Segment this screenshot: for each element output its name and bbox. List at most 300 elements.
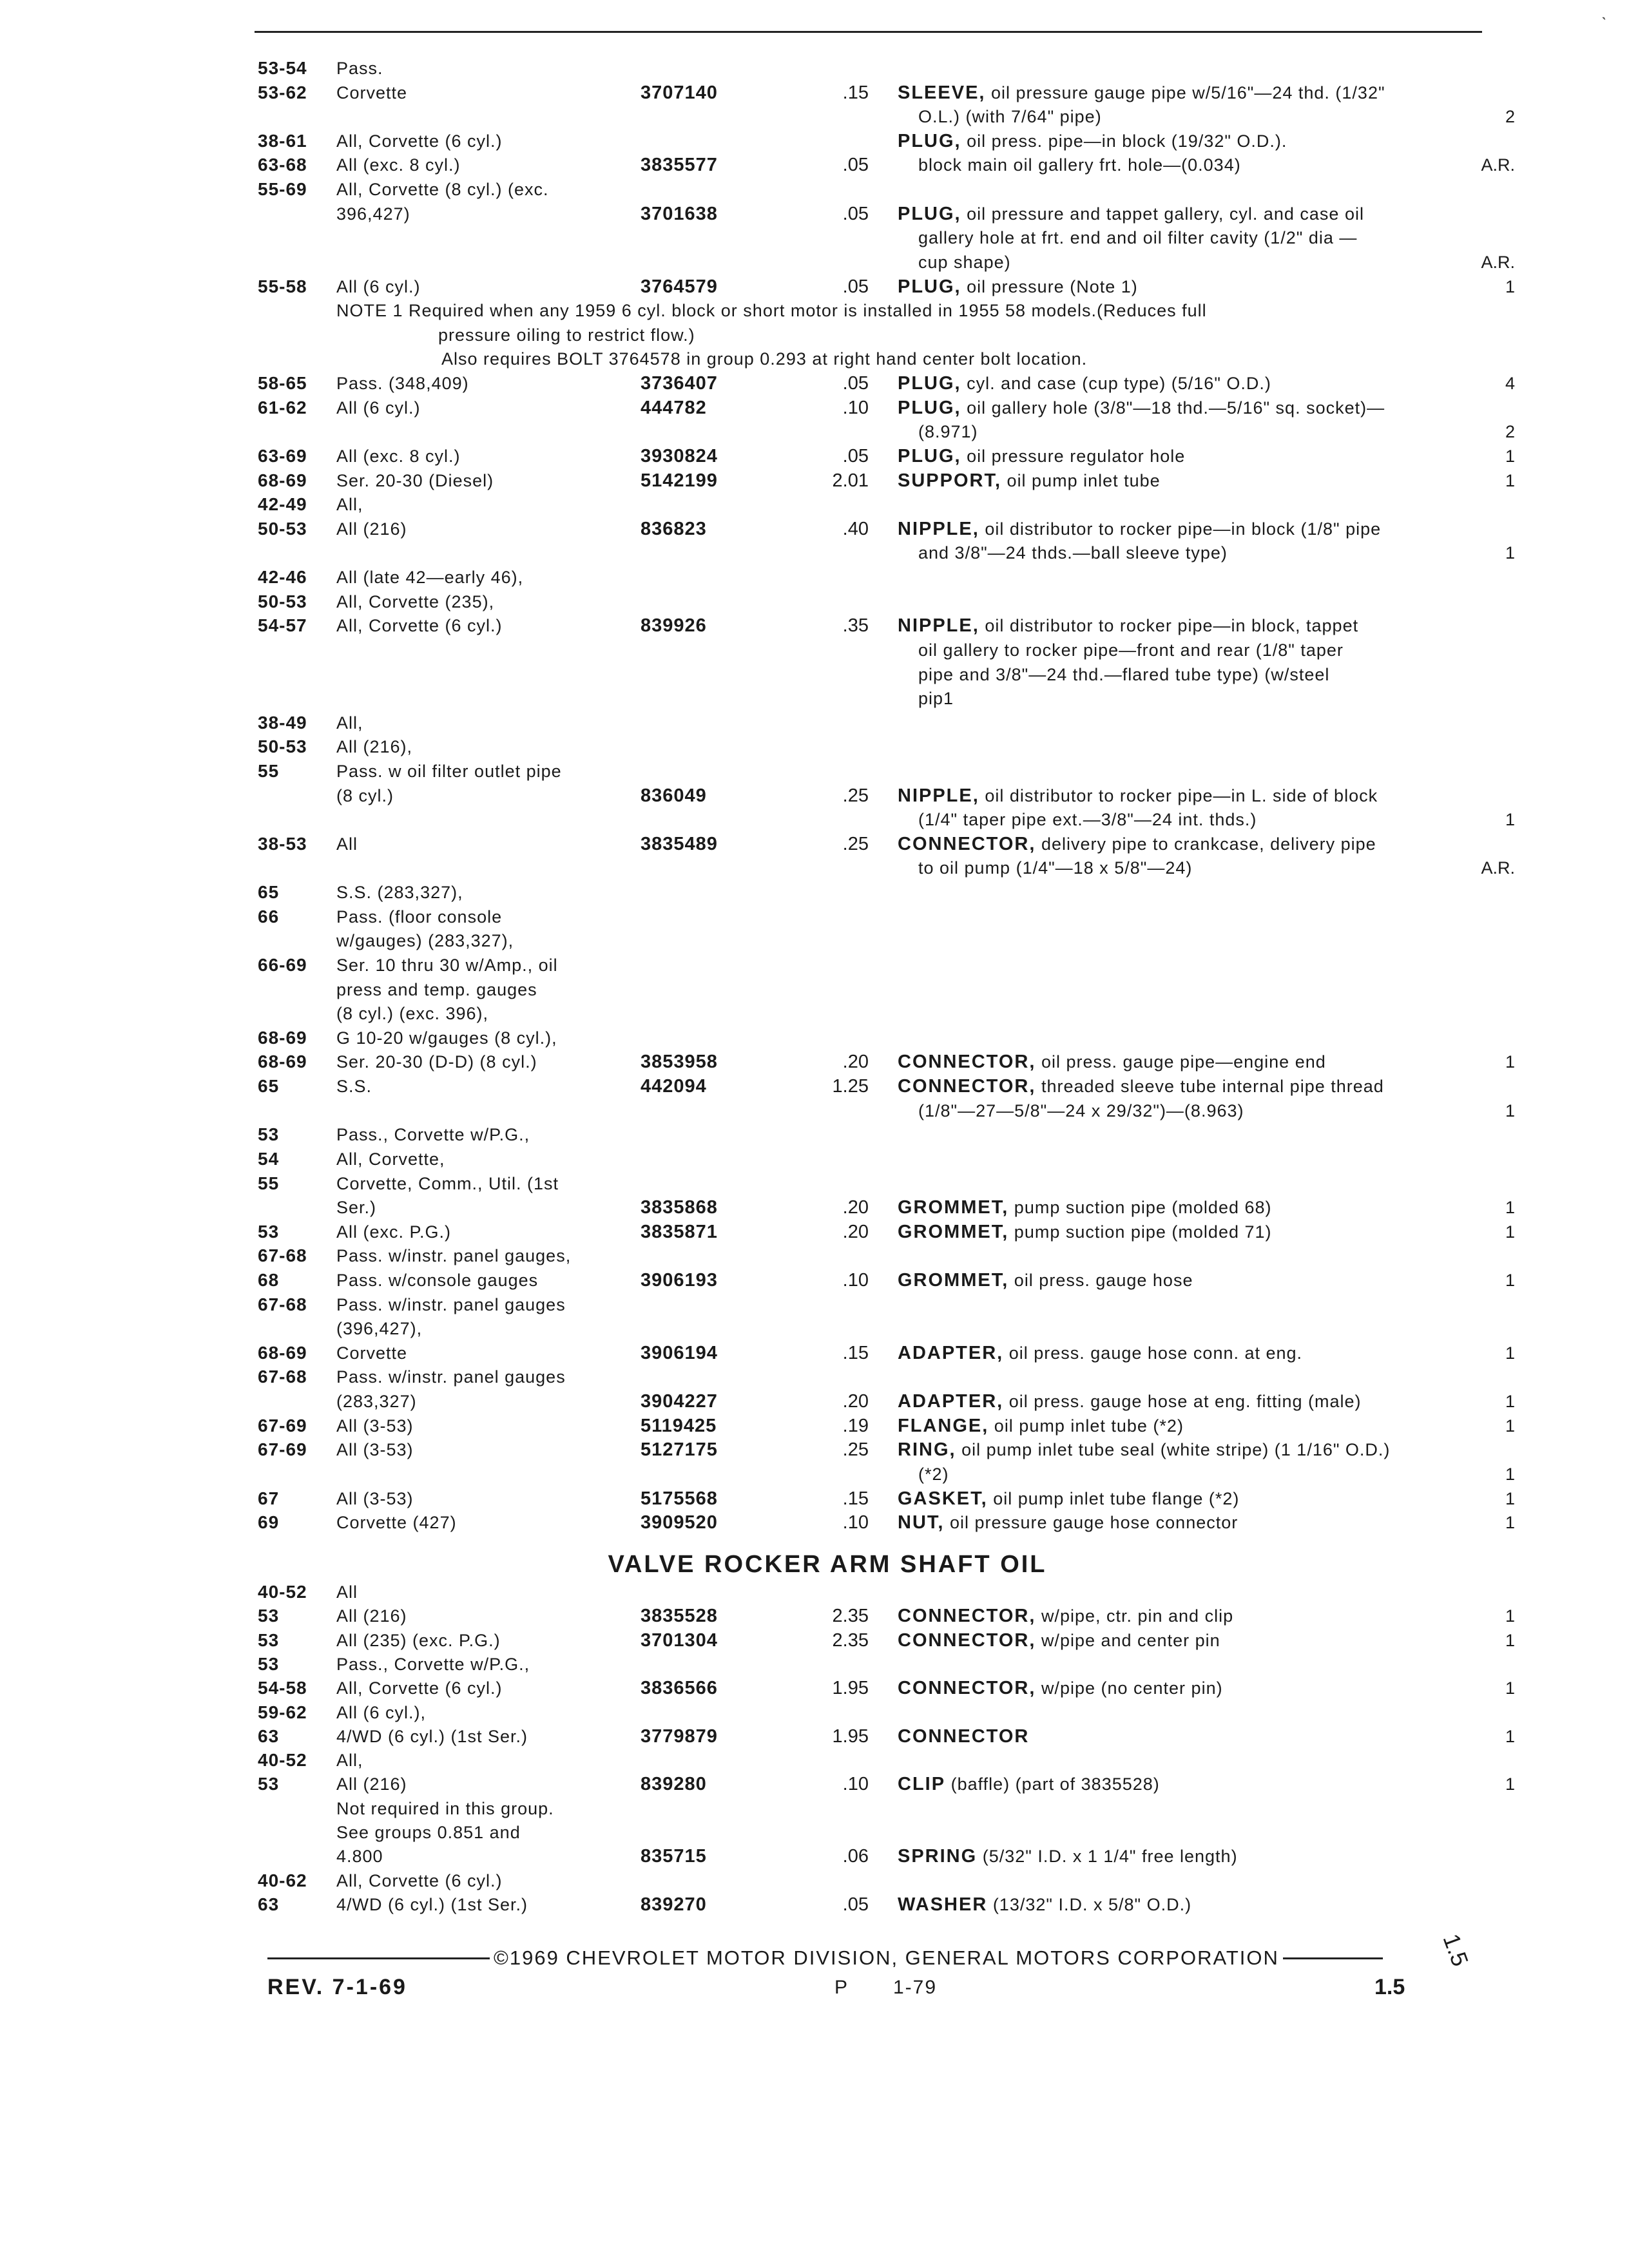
models: 4/WD (6 cyl.) (1st Ser.) (336, 1894, 528, 1914)
parts-row (0, 1099, 1629, 1122)
part-number: 3906193 (641, 1270, 718, 1291)
models: press and temp. gauges (336, 979, 537, 999)
parts-row (0, 1341, 1629, 1365)
parts-row (0, 1414, 1629, 1437)
models: Corvette (336, 1343, 408, 1363)
parts-row (0, 226, 1629, 249)
parts-row (0, 1604, 1629, 1628)
parts-row (0, 517, 1629, 541)
models: All (216), (336, 737, 413, 757)
parts-row (0, 1869, 1629, 1892)
description-text: oil press. gauge hose conn. at eng. (1008, 1343, 1303, 1363)
models: 4/WD (6 cyl.) (1st Ser.) (336, 1726, 528, 1746)
part-name: SUPPORT, (898, 470, 1002, 491)
parts-row (0, 1220, 1629, 1244)
model-years: 59-62 (258, 1702, 307, 1722)
models: All, (336, 713, 363, 733)
parts-row (0, 1172, 1629, 1195)
model-years: 67-68 (258, 1367, 307, 1387)
price: .05 (842, 373, 869, 394)
part-name: ADAPTER, (898, 1391, 1004, 1412)
model-years: 53-62 (258, 82, 307, 102)
part-description (898, 1269, 1193, 1292)
parts-row (0, 784, 1629, 807)
models: Pass. (348,409) (336, 374, 469, 394)
description-text: oil press. gauge hose (1014, 1271, 1193, 1290)
models: All (216) (336, 1774, 407, 1794)
description-text: oil gallery hole (3/8"—18 thd.—5/16" sq. socket)— (967, 398, 1385, 418)
price: 2.35 (832, 1629, 869, 1651)
description-text: O.L.) (with 7/64" pipe) (918, 107, 1102, 127)
price: .10 (842, 1512, 869, 1533)
part-name: CONNECTOR, (898, 833, 1036, 854)
quantity: 2 (1505, 107, 1515, 127)
models: Pass. (floor console (336, 907, 503, 927)
model-years: 38-53 (258, 833, 307, 854)
part-number: 3835871 (641, 1221, 718, 1242)
description-text: oil pressure (Note 1) (967, 276, 1138, 296)
description-text: w/pipe (no center pin) (1041, 1678, 1223, 1698)
model-years: 63 (258, 1725, 280, 1746)
description-text: and 3/8"—24 thds.—ball sleeve type) (918, 543, 1228, 563)
model-years: 67-68 (258, 1245, 307, 1266)
parts-row (0, 590, 1629, 613)
models: All (exc. 8 cyl.) (336, 446, 461, 466)
parts-row (0, 663, 1629, 686)
models: G 10-20 w/gauges (8 cyl.), (336, 1028, 557, 1048)
parts-row (0, 541, 1629, 564)
part-number: 3909520 (641, 1512, 718, 1533)
parts-row (0, 566, 1629, 589)
model-years: 38-49 (258, 712, 307, 733)
parts-row (0, 1487, 1629, 1510)
part-description (918, 251, 1011, 274)
part-description (898, 784, 1378, 807)
part-description (898, 1220, 1272, 1244)
quantity: A.R. (1481, 155, 1515, 175)
parts-row (0, 420, 1629, 443)
part-number: 5127175 (641, 1439, 718, 1461)
part-description (918, 226, 1357, 249)
part-number: 3835868 (641, 1197, 718, 1218)
part-description (898, 1196, 1272, 1219)
part-name: CONNECTOR, (898, 1606, 1036, 1627)
models: Pass., Corvette w/P.G., (336, 1125, 530, 1145)
parts-row (0, 881, 1629, 904)
parts-row (0, 978, 1629, 1001)
price: .35 (842, 615, 869, 637)
price: .15 (842, 82, 869, 103)
part-name: RING, (898, 1439, 956, 1461)
quantity: 1 (1505, 1198, 1515, 1218)
description-text: pump suction pipe (molded 71) (1014, 1222, 1272, 1242)
models: All (216) (336, 1606, 407, 1626)
parts-row (0, 1123, 1629, 1146)
parts-row (0, 1725, 1629, 1748)
price: .20 (842, 1391, 869, 1412)
description-text: (13/32" I.D. x 5/8" O.D.) (992, 1894, 1192, 1914)
model-years: 65 (258, 882, 280, 903)
model-years: 55 (258, 1173, 280, 1193)
description-text: pipe and 3/8"—24 thd.—flared tube type) (w/steel (918, 664, 1330, 684)
price: .05 (842, 276, 869, 297)
quantity: 1 (1505, 1726, 1515, 1746)
model-years: 40-62 (258, 1870, 307, 1890)
model-years: 53-54 (258, 58, 307, 78)
description-text: oil pump inlet tube (*2) (994, 1416, 1184, 1436)
quantity: 1 (1505, 810, 1515, 830)
quantity: 1 (1505, 1606, 1515, 1626)
models: Corvette, Comm., Util. (1st (336, 1173, 559, 1193)
models: Pass. w oil filter outlet pipe (336, 761, 562, 781)
parts-row (0, 251, 1629, 274)
part-description (918, 420, 978, 443)
parts-row (0, 760, 1629, 783)
description-text: oil pressure and tappet gallery, cyl. and case oil (967, 204, 1364, 224)
model-years: 63-69 (258, 445, 307, 466)
models: S.S. (283,327), (336, 883, 463, 903)
part-description (898, 1487, 1239, 1510)
description-text: oil pressure gauge pipe w/5/16"—24 thd. (1/32" (991, 82, 1385, 102)
parts-row (0, 1773, 1629, 1796)
description-text: (5/32" I.D. x 1 1/4" free length) (982, 1847, 1238, 1867)
top-rule (255, 31, 1482, 33)
models: All (3-53) (336, 1488, 414, 1508)
part-number: 442094 (641, 1076, 707, 1097)
part-name: PLUG, (898, 373, 961, 394)
quantity: 1 (1505, 446, 1515, 466)
part-description (918, 105, 1102, 128)
description-text: oil press. pipe—in block (19/32" O.D.). (967, 131, 1287, 151)
handwritten-stamp: 1.5 (1438, 1930, 1474, 1970)
model-years: 42-46 (258, 567, 307, 588)
part-description (898, 832, 1376, 856)
part-number: 835715 (641, 1846, 707, 1867)
models: All (late 42—early 46), (336, 568, 524, 588)
parts-row (0, 1463, 1629, 1486)
price: .10 (842, 1270, 869, 1291)
models: Corvette (336, 82, 408, 102)
model-years: 54-57 (258, 615, 307, 636)
part-number: 839926 (641, 615, 707, 637)
model-years: 63-68 (258, 155, 307, 175)
part-name: CONNECTOR, (898, 1076, 1036, 1097)
description-text: oil pump inlet tube seal (white stripe) (1 1/16" O.D.) (961, 1440, 1391, 1460)
part-number: 3764579 (641, 276, 718, 297)
part-description (918, 639, 1344, 662)
models: All, (336, 1751, 363, 1771)
models: All, Corvette (6 cyl.) (336, 1678, 503, 1698)
quantity: 1 (1505, 1774, 1515, 1794)
group-number: 1.5 (1374, 1975, 1405, 1999)
parts-row (0, 808, 1629, 831)
models: Pass. (336, 59, 383, 78)
model-years: 55 (258, 760, 280, 781)
part-number: 5119425 (641, 1415, 717, 1436)
parts-row (0, 1629, 1629, 1652)
quantity: 1 (1505, 470, 1515, 490)
part-number: 3835577 (641, 155, 718, 176)
part-number: 839270 (641, 1894, 707, 1915)
part-description (898, 275, 1138, 298)
models: All, Corvette (6 cyl.) (336, 616, 503, 636)
models: Corvette (427) (336, 1513, 457, 1533)
part-name: GROMMET, (898, 1270, 1009, 1291)
part-name: PLUG, (898, 397, 961, 418)
part-description (898, 1414, 1184, 1437)
models: All (216) (336, 519, 407, 539)
part-description (918, 663, 1329, 686)
quantity: 1 (1505, 1488, 1515, 1508)
model-years: 67 (258, 1488, 280, 1508)
part-description (918, 1463, 949, 1486)
models: Ser. 20-30 (D-D) (8 cyl.) (336, 1052, 537, 1072)
description-text: (*2) (918, 1464, 949, 1484)
parts-row (0, 178, 1629, 201)
part-name: WASHER (898, 1894, 988, 1915)
part-name: NUT, (898, 1512, 945, 1533)
part-name: NIPPLE, (898, 518, 979, 539)
price: 2.35 (832, 1606, 869, 1627)
model-years: 68-69 (258, 470, 307, 490)
parts-row (0, 396, 1629, 419)
models: Pass. w/instr. panel gauges (336, 1294, 566, 1314)
part-name: PLUG, (898, 276, 961, 297)
models: S.S. (336, 1077, 372, 1097)
parts-row (0, 1269, 1629, 1292)
parts-row (0, 1244, 1629, 1267)
models: All (6 cyl.) (336, 398, 421, 418)
parts-row (0, 1148, 1629, 1171)
part-description (898, 1390, 1362, 1413)
parts-row (0, 1845, 1629, 1868)
models: (8 cyl.) (exc. 396), (336, 1004, 489, 1024)
part-description (898, 614, 1358, 637)
part-number: 3853958 (641, 1052, 718, 1073)
model-years: 40-52 (258, 1750, 307, 1771)
note-text: Also requires BOLT 3764578 in group 0.293 at right hand center bolt location. (441, 349, 1088, 369)
parts-row (0, 493, 1629, 516)
parts-row (0, 1293, 1629, 1316)
quantity: 1 (1505, 1271, 1515, 1290)
part-name: PLUG, (898, 130, 961, 151)
parts-row (0, 323, 1629, 347)
parts-row (0, 299, 1629, 322)
parts-row (0, 202, 1629, 226)
part-description (898, 202, 1364, 226)
parts-row (0, 1511, 1629, 1534)
description-text: (8.971) (918, 422, 978, 442)
parts-row (0, 1581, 1629, 1604)
description-text: oil press. gauge pipe—engine end (1041, 1052, 1326, 1072)
parts-row (0, 639, 1629, 662)
parts-row (0, 81, 1629, 104)
price: .05 (842, 1894, 869, 1915)
parts-row (0, 954, 1629, 977)
model-years: 54-58 (258, 1678, 307, 1698)
parts-row (0, 1317, 1629, 1340)
quantity: 1 (1505, 543, 1515, 563)
part-number: 836049 (641, 785, 707, 806)
parts-row (0, 130, 1629, 153)
parts-row (0, 856, 1629, 879)
footer-copyright-line (267, 1946, 1414, 1970)
model-years: 54 (258, 1148, 280, 1169)
models: All (3-53) (336, 1440, 414, 1460)
models: Pass. w/instr. panel gauges, (336, 1246, 572, 1266)
part-name: CONNECTOR, (898, 1678, 1036, 1699)
description-text: delivery pipe to crankcase, delivery pipe (1041, 834, 1376, 854)
parts-row (0, 1026, 1629, 1050)
parts-row (0, 1701, 1629, 1724)
models: All (3-53) (336, 1416, 414, 1436)
part-description (898, 445, 1185, 468)
part-description (918, 153, 1241, 177)
part-name: GROMMET, (898, 1221, 1009, 1242)
models: Ser. 20-30 (Diesel) (336, 470, 494, 490)
part-number: 839280 (641, 1774, 707, 1795)
part-name: PLUG, (898, 445, 961, 466)
part-description (898, 1677, 1223, 1700)
model-years: 53 (258, 1629, 280, 1650)
price: .05 (842, 155, 869, 176)
models: All (exc. 8 cyl.) (336, 155, 461, 175)
description-text: w/pipe and center pin (1041, 1630, 1220, 1650)
price: .05 (842, 203, 869, 224)
part-number: 3701304 (641, 1629, 718, 1651)
models: 396,427) (336, 204, 410, 224)
parts-row (0, 1365, 1629, 1389)
model-years: 42-49 (258, 494, 307, 515)
parts-row (0, 1075, 1629, 1098)
part-name: NIPPLE, (898, 615, 979, 637)
part-description (898, 1845, 1238, 1868)
part-description (918, 808, 1257, 831)
part-number: 3904227 (641, 1391, 718, 1412)
parts-row (0, 832, 1629, 856)
description-text: (1/8"—27—5/8"—24 x 29/32")—(8.963) (918, 1100, 1244, 1120)
model-years: 61-62 (258, 397, 307, 418)
part-description (898, 1050, 1326, 1073)
model-years: 58-65 (258, 373, 307, 394)
price: .25 (842, 785, 869, 806)
part-name: ADAPTER, (898, 1342, 1004, 1363)
part-number: 5142199 (641, 470, 718, 491)
part-name: NIPPLE, (898, 785, 979, 806)
quantity: 1 (1505, 1052, 1515, 1072)
part-description (898, 1511, 1238, 1534)
description-text: oil pump inlet tube flange (*2) (993, 1488, 1240, 1508)
models: All (336, 834, 358, 854)
parts-row (0, 1390, 1629, 1413)
model-years: 53 (258, 1606, 280, 1626)
models: All, Corvette (6 cyl.) (336, 1870, 503, 1890)
model-years: 66-69 (258, 954, 307, 975)
description-text: cyl. and case (cup type) (5/16" O.D.) (967, 374, 1271, 394)
model-years: 65 (258, 1076, 280, 1097)
part-description (898, 1629, 1220, 1652)
price: .05 (842, 445, 869, 466)
part-description (898, 1075, 1384, 1098)
part-description (898, 1604, 1233, 1628)
part-number: 5175568 (641, 1488, 718, 1509)
part-number: 3930824 (641, 445, 718, 466)
models: (283,327) (336, 1392, 417, 1412)
model-years: 53 (258, 1653, 280, 1674)
note-text: pressure oiling to restrict flow.) (438, 325, 695, 345)
part-description (898, 1773, 1160, 1796)
part-number: 3906194 (641, 1342, 718, 1363)
description-text: oil press. gauge hose at eng. fitting (male) (1008, 1392, 1362, 1412)
parts-row (0, 711, 1629, 735)
parts-row (0, 1196, 1629, 1219)
parts-row (0, 1653, 1629, 1676)
price: .10 (842, 397, 869, 418)
description-text: oil pressure regulator hole (967, 446, 1186, 466)
price: .20 (842, 1221, 869, 1242)
parts-row (0, 469, 1629, 492)
price: .25 (842, 1439, 869, 1461)
part-name: CONNECTOR, (898, 1052, 1036, 1073)
price: .25 (842, 833, 869, 854)
part-description (898, 372, 1271, 395)
model-years: 63 (258, 1894, 280, 1914)
part-number: 3835528 (641, 1606, 718, 1627)
model-years: 67-69 (258, 1439, 307, 1460)
description-text: oil pump inlet tube (1007, 470, 1161, 490)
part-name: FLANGE, (898, 1415, 989, 1436)
quantity: 4 (1505, 374, 1515, 394)
description-text: oil pressure gauge hose connector (949, 1513, 1239, 1533)
models: See groups 0.851 and (336, 1823, 521, 1842)
part-description (918, 687, 954, 710)
part-number: 444782 (641, 397, 707, 418)
models: All, Corvette (235), (336, 591, 495, 611)
models: All, Corvette (6 cyl.) (336, 131, 503, 151)
models: All (6 cyl.) (336, 276, 421, 296)
part-description (898, 1438, 1390, 1461)
parts-row (0, 1677, 1629, 1700)
corner-mark: ˎ (1601, 0, 1608, 20)
parts-row (0, 105, 1629, 128)
parts-row (0, 687, 1629, 710)
models: All, Corvette, (336, 1149, 445, 1169)
quantity: A.R. (1481, 858, 1515, 878)
part-number: 3835489 (641, 833, 718, 854)
description-text: oil gallery to rocker pipe—front and rear (1/8" taper (918, 640, 1344, 660)
part-description (898, 1725, 1029, 1748)
note-text: NOTE 1 Required when any 1959 6 cyl. block or short motor is installed in 1955 58 models.(Reduces full (336, 301, 1207, 321)
part-number: 836823 (641, 518, 707, 539)
description-text: gallery hole at frt. end and oil filter cavity (1/2" dia — (918, 228, 1358, 248)
part-description (898, 81, 1385, 104)
model-years: 68 (258, 1270, 280, 1290)
quantity: A.R. (1481, 252, 1515, 272)
price: .15 (842, 1342, 869, 1363)
model-years: 40-52 (258, 1582, 307, 1602)
models: w/gauges) (283,327), (336, 931, 514, 951)
part-description (918, 541, 1228, 564)
model-years: 50-53 (258, 518, 307, 539)
page-prefix: P (834, 1977, 849, 1998)
parts-row (0, 1749, 1629, 1772)
models: Ser.) (336, 1198, 377, 1218)
parts-row (0, 372, 1629, 395)
description-text: (baffle) (part of 3835528) (950, 1774, 1160, 1794)
part-description (918, 856, 1192, 879)
price: .10 (842, 1774, 869, 1795)
page-number: 1-79 (893, 1977, 938, 1998)
